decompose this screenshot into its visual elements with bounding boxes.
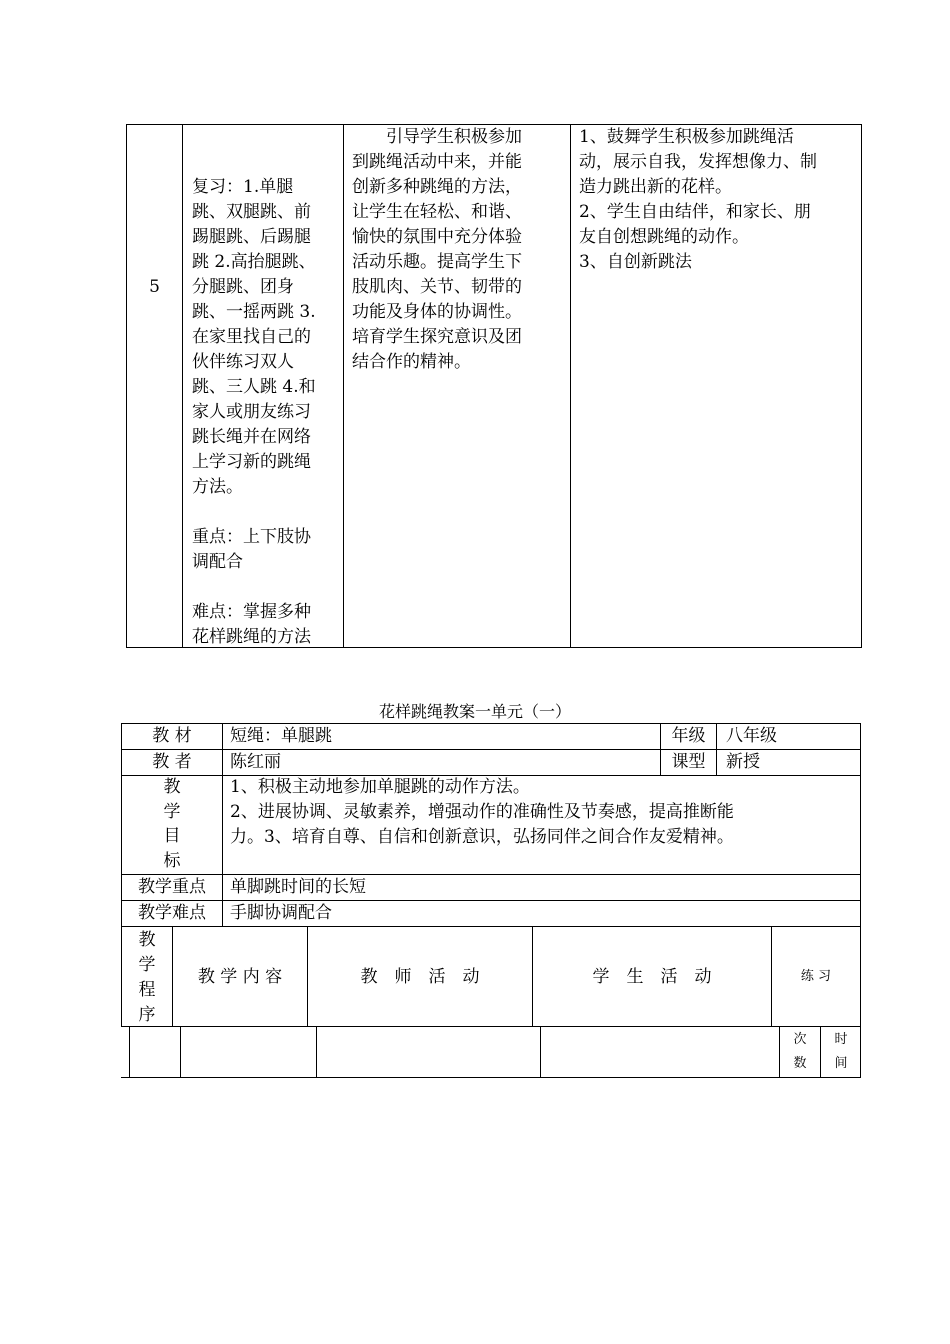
difficulty-value: 手脚协调配合 <box>230 903 332 923</box>
grade-value: 八年级 <box>726 726 777 746</box>
key-point-label: 教学重点 <box>138 877 206 897</box>
time-header: 时 间 <box>834 1032 848 1071</box>
grade-label: 年级 <box>671 726 706 746</box>
type-value: 新授 <box>726 752 760 772</box>
goals-text: 1、积极主动地参加单腿跳的动作方法。 2、进展协调、灵敏素养，增强动作的准确性及节奏感，提高推断能 力。3、培育自尊、自信和创新意识，弘扬同伴之间合作友爱精神。 <box>230 777 734 847</box>
teacher-activity-header: 教 师 活 动 <box>360 967 480 987</box>
content-cell: 复习：1.单腿 跳、双腿跳、前 踢腿跳、后踢腿 跳 2.高抬腿跳、 分腿跳、团身 跳、一摇两跳 3. 在家里找自己的 伙伴练习双人 跳、三人跳 4.和 家人或朋友练习 跳长绳并在网络 上学习新的跳绳 方法。 重点：上下肢协 调配合 难点：掌握多种 花样跳绳的方法 <box>192 177 316 647</box>
material-label: 教 材 <box>152 726 192 746</box>
document-title: 花样跳绳教案一单元（一） <box>378 702 571 721</box>
times-header: 次 数 <box>793 1032 807 1071</box>
student-activity-cell: 1、鼓舞学生积极参加跳绳活 动，展示自我，发挥想像力、制 造力跳出新的花样。 2、学生自由结伴，和家长、朋 友自创想跳绳的动作。 3、自创新跳法 <box>579 127 817 272</box>
type-label: 课型 <box>671 752 706 772</box>
practice-header: 练 习 <box>800 969 832 984</box>
key-point-value: 单脚跳时间的长短 <box>230 877 366 897</box>
procedure-label: 教 学 程 序 <box>138 930 156 1025</box>
goal-label: 教 学 目 标 <box>163 777 181 871</box>
student-activity-header: 学 生 活 动 <box>592 967 712 987</box>
teacher-label: 教 者 <box>152 752 192 772</box>
teacher-value: 陈红丽 <box>230 752 281 772</box>
row-number: 5 <box>149 277 160 297</box>
teacher-activity-cell: 引导学生积极参加 到跳绳活动中来，并能 创新多种跳绳的方法， 让学生在轻松、和谐、 愉快的氛围中充分体验 活动乐趣。提高学生下 肢肌肉、关节、韧带的 功能及身体的协调性。 培育学生探究意识及团 结合作的精神。 <box>352 127 522 372</box>
difficulty-label: 教学难点 <box>138 903 206 923</box>
content-header: 教 学 内 容 <box>197 967 283 987</box>
material-value: 短绳：单腿跳 <box>230 726 332 746</box>
